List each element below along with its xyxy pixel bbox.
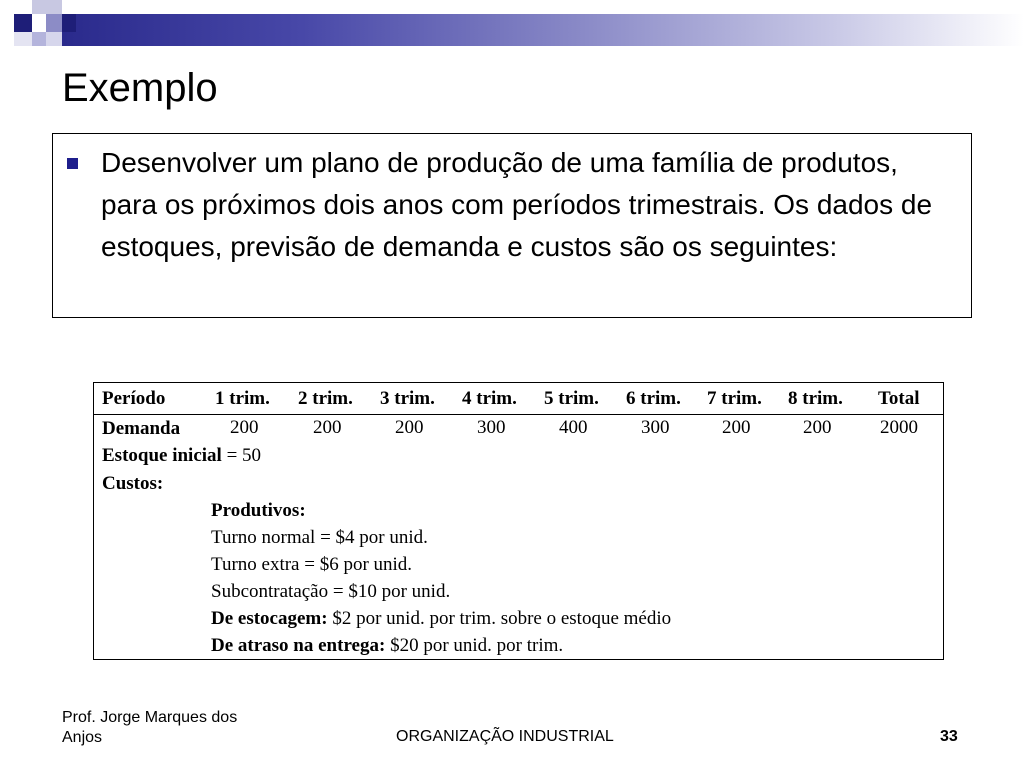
footer-author: Prof. Jorge Marques dos Anjos — [62, 709, 238, 746]
demand-cell: 400 — [559, 417, 588, 438]
bullet-text: Desenvolver um plano de produção de uma família de produtos, para os próximos dois anos com períodos trimestrais. Os dados de estoques, previsão de demanda e custos são os seguintes: — [101, 147, 933, 262]
header-square-decoration — [32, 32, 46, 46]
footer-course: ORGANIZAÇÃO INDUSTRIAL — [396, 728, 614, 745]
header-cell: 8 trim. — [788, 388, 843, 409]
atraso-value: $20 por unid. por trim. — [385, 635, 564, 656]
header-square-decoration — [62, 14, 76, 32]
estoque-line — [102, 445, 261, 467]
header-cell: 6 trim. — [626, 388, 681, 409]
demand-cell: 200 — [395, 417, 424, 438]
header-square-decoration — [14, 32, 32, 46]
header-cell: 1 trim. — [215, 388, 270, 409]
demand-total-cell: 2000 — [880, 417, 918, 438]
estoque-value: = 50 — [221, 445, 262, 466]
row-label-demanda: Demanda — [102, 418, 181, 439]
header-gradient-band — [62, 14, 1024, 46]
header-cell-total: Total — [878, 388, 920, 409]
turno-normal-line: Turno normal = $4 por unid. — [211, 527, 428, 548]
demand-cell: 300 — [477, 417, 506, 438]
header-square-decoration — [46, 14, 62, 32]
header-cell: 4 trim. — [462, 388, 517, 409]
demand-cell: 300 — [641, 417, 670, 438]
custos-label: Custos: — [102, 473, 164, 494]
atraso-label: De atraso na entrega: — [211, 635, 386, 656]
header-square-decoration — [32, 0, 62, 14]
demand-cell: 200 — [230, 417, 259, 438]
subcontratacao-line: Subcontratação = $10 por unid. — [211, 581, 451, 602]
header-cell: 3 trim. — [380, 388, 435, 409]
estoque-label: Estoque inicial — [102, 445, 222, 466]
data-table — [93, 382, 944, 660]
turno-extra-line: Turno extra = $6 por unid. — [211, 554, 413, 575]
estocagem-label: De estocagem: — [211, 608, 328, 629]
slide-title: Exemplo — [62, 66, 218, 110]
header-square-decoration — [14, 14, 32, 32]
demand-cell: 200 — [803, 417, 832, 438]
estocagem-line — [211, 608, 671, 630]
bullet-box — [52, 133, 972, 318]
atraso-line — [211, 635, 563, 657]
demand-cell: 200 — [722, 417, 751, 438]
demand-cell: 200 — [313, 417, 342, 438]
header-cell: 5 trim. — [544, 388, 599, 409]
header-cell: 7 trim. — [707, 388, 762, 409]
estocagem-value: $2 por unid. por trim. sobre o estoque médio — [327, 608, 672, 629]
footer-page-number: 33 — [940, 728, 958, 745]
bullet-square-icon — [67, 158, 78, 169]
produtivos-label: Produtivos: — [211, 500, 306, 521]
table-header-row — [94, 383, 943, 415]
header-square-decoration — [46, 32, 62, 46]
header-cell-periodo: Período — [102, 388, 166, 409]
header-cell: 2 trim. — [298, 388, 353, 409]
